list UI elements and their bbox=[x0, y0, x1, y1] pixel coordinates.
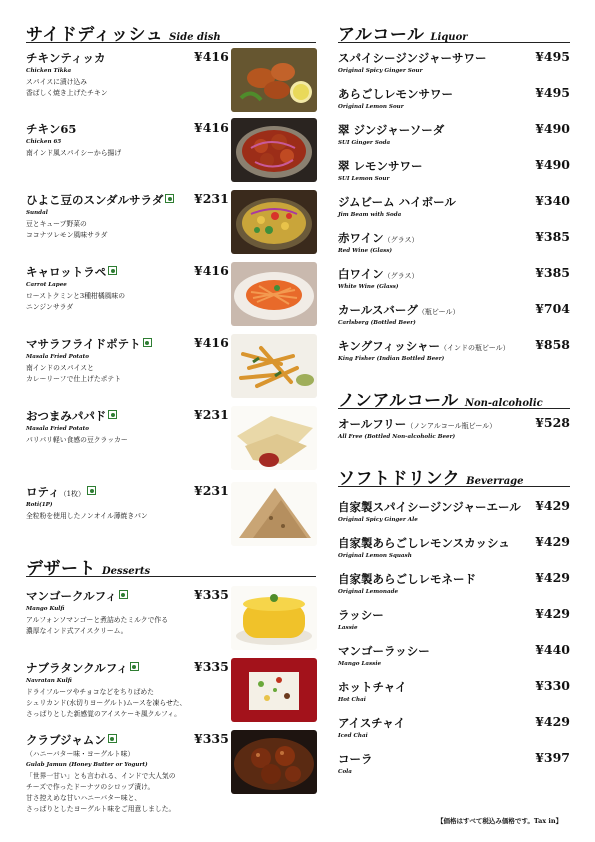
item-name: 赤ワイン bbox=[338, 231, 384, 245]
photo-chicken-65 bbox=[231, 118, 317, 182]
item-english-name: Carlsberg (Bottled Beer) bbox=[338, 320, 416, 326]
item-english-name: Chicken Tikka bbox=[26, 68, 72, 74]
item-price: ¥416 bbox=[194, 49, 229, 64]
item-description: カレーリーフで仕上げたポテト bbox=[26, 375, 122, 383]
photo-masala-fried-potato bbox=[231, 334, 317, 398]
item-price: ¥397 bbox=[535, 750, 570, 765]
section-subtitle: Beverrage bbox=[466, 476, 524, 487]
item-name: ひよこ豆のスンダルサラダ bbox=[26, 193, 164, 207]
item-english-name: Mango Lassie bbox=[338, 661, 382, 667]
item-english-name: Jim Beam with Soda bbox=[338, 212, 402, 218]
item-description: ドライフルーツやチョコなどをちりばめた bbox=[26, 688, 154, 696]
item-name: おつまみパパド bbox=[26, 409, 107, 423]
item-english-name: Original Lemon Sour bbox=[338, 104, 404, 110]
item-description: シュリカンド(水切りヨーグルト)ムースを凍らせた、 bbox=[26, 699, 187, 707]
drink-item[interactable] bbox=[338, 643, 570, 667]
item-english-name: Original Lemonade bbox=[338, 589, 399, 595]
item-name: スパイシージンジャーサワー bbox=[338, 51, 487, 65]
item-price: ¥495 bbox=[535, 85, 570, 100]
item-name: 翠 レモンサワー bbox=[338, 159, 423, 173]
item-description: 甘さ控えめな甘いハニーバター味と、 bbox=[26, 794, 142, 802]
item-english-name: All Free (Bottled Non-alcoholic Beer) bbox=[338, 434, 456, 440]
photo-navratan-kulfi bbox=[231, 658, 317, 722]
item-english-name: Gulab Jamun (Honey Butter or Yogurt) bbox=[26, 762, 148, 768]
item-english-name: White Wine (Glass) bbox=[338, 284, 399, 290]
drink-item[interactable] bbox=[338, 715, 570, 739]
item-description: アルフォンソマンゴーと煮詰めたミルクで作る bbox=[26, 616, 168, 624]
item-description: 香ばしく焼き上げたチキン bbox=[26, 89, 108, 97]
item-description: 南インドのスパイスと bbox=[26, 364, 94, 372]
item-price: ¥429 bbox=[535, 570, 570, 585]
item-description: さっぱりとしたヨーグルト味をご用意しました。 bbox=[26, 805, 176, 813]
item-name: チキン65 bbox=[26, 122, 77, 136]
item-name: ラッシー bbox=[338, 608, 384, 622]
vegetarian-mark-icon bbox=[165, 194, 174, 203]
item-description: 豆とキューブ野菜の bbox=[26, 220, 87, 228]
item-name: ジムビーム ハイボール bbox=[338, 195, 456, 209]
drink-item[interactable] bbox=[338, 86, 570, 110]
vegetarian-mark-icon bbox=[143, 338, 152, 347]
item-price: ¥704 bbox=[535, 301, 570, 316]
item-description: チーズで作ったドーナツのシロップ漬け。 bbox=[26, 783, 155, 791]
item-english-name: King Fisher (Indian Bottled Beer) bbox=[338, 356, 445, 362]
item-name: ナブラタンクルフィ bbox=[26, 661, 128, 675]
item-name: クラブジャムン bbox=[26, 733, 106, 747]
photo-gulab-jamun bbox=[231, 730, 317, 794]
item-name: コーラ bbox=[338, 752, 373, 766]
item-english-name: Roti(1P) bbox=[26, 502, 53, 508]
section-header-soft-drinks bbox=[338, 464, 570, 487]
item-description: 南インド風スパイシーから揚げ bbox=[26, 149, 122, 157]
item-name: キャロットラペ bbox=[26, 265, 107, 279]
item-name: ホットチャイ bbox=[338, 680, 407, 694]
vegetarian-mark-icon bbox=[108, 734, 117, 743]
item-name-note: （1枚） bbox=[59, 490, 86, 498]
item-name: アイスチャイ bbox=[338, 716, 406, 730]
item-name: マンゴークルフィ bbox=[26, 589, 117, 603]
item-name: マンゴーラッシー bbox=[338, 644, 430, 658]
item-name: オールフリー bbox=[338, 417, 407, 431]
item-description: さっぱりとした新感覚のアイスケーキ風クルフィ。 bbox=[26, 710, 181, 718]
item-english-name: Original Lemon Squash bbox=[338, 553, 412, 559]
item-description: ローストクミンと3種柑橘風味の bbox=[26, 292, 126, 300]
item-english-name: Red Wine (Glass) bbox=[338, 248, 393, 254]
item-description: 「世界一甘い」とも言われる、インドで大人気の bbox=[26, 772, 176, 780]
item-name: あらごしレモンサワー bbox=[338, 87, 453, 101]
item-name-note: （ノンアルコール瓶ビール） bbox=[406, 422, 497, 430]
item-english-name: Masala Fried Potato bbox=[26, 426, 89, 432]
item-name: 白ワイン bbox=[338, 267, 384, 281]
photo-papad bbox=[231, 406, 317, 470]
photo-mango-kulfi bbox=[231, 586, 317, 650]
item-english-name: Masala Fried Potato bbox=[26, 354, 89, 360]
drink-item[interactable] bbox=[338, 607, 570, 631]
drink-item[interactable] bbox=[338, 230, 570, 254]
photo-chicken-tikka bbox=[231, 48, 317, 112]
item-english-name: Carrot Lapee bbox=[26, 282, 67, 288]
section-subtitle: Non-alcoholic bbox=[464, 398, 543, 409]
section-title: ソフトドリンク bbox=[338, 469, 461, 489]
item-price: ¥490 bbox=[535, 157, 570, 172]
item-english-name: SUI Ginger Soda bbox=[338, 140, 391, 146]
photo-carrot-lapee bbox=[231, 262, 317, 326]
item-name-note: （グラス） bbox=[383, 236, 419, 244]
section-title: デザート bbox=[26, 559, 96, 579]
section-subtitle: Desserts bbox=[102, 566, 151, 577]
section-header-desserts bbox=[26, 554, 316, 577]
item-name: 自家製あらごしレモネード bbox=[338, 572, 476, 586]
item-description: 全粒粉を使用したノンオイル薄焼きパン bbox=[26, 512, 148, 520]
item-price: ¥429 bbox=[535, 606, 570, 621]
item-price: ¥858 bbox=[535, 337, 570, 352]
item-price: ¥330 bbox=[535, 678, 570, 693]
item-name-note: （グラス） bbox=[383, 272, 419, 280]
drink-item[interactable] bbox=[338, 416, 570, 440]
item-name: 自家製スパイシージンジャーエール bbox=[338, 500, 521, 514]
item-name-note: （瓶ビール） bbox=[417, 308, 460, 316]
item-description: スパイスに漬け込み bbox=[26, 78, 88, 86]
item-price: ¥335 bbox=[194, 731, 229, 746]
section-header-non-alcoholic bbox=[338, 386, 570, 409]
item-price: ¥231 bbox=[194, 483, 229, 498]
vegetarian-mark-icon bbox=[108, 266, 117, 275]
drink-item[interactable] bbox=[338, 679, 570, 703]
drink-item[interactable] bbox=[338, 302, 570, 326]
item-name: カールスバーグ bbox=[338, 303, 418, 317]
vegetarian-mark-icon bbox=[108, 410, 117, 419]
item-english-name: Lassie bbox=[338, 625, 358, 631]
item-price: ¥429 bbox=[535, 498, 570, 513]
item-price: ¥416 bbox=[194, 263, 229, 278]
item-price: ¥495 bbox=[535, 49, 570, 64]
item-description: ココナツレモン風味サラダ bbox=[26, 231, 108, 239]
vegetarian-mark-icon bbox=[130, 662, 139, 671]
item-english-name: Chicken 65 bbox=[26, 139, 62, 145]
drink-item[interactable] bbox=[338, 571, 570, 595]
item-english-name: Navratan Kulfi bbox=[26, 678, 72, 684]
item-name-note: （インドの瓶ビール） bbox=[440, 344, 510, 352]
drink-item[interactable] bbox=[338, 266, 570, 290]
item-price: ¥440 bbox=[535, 642, 570, 657]
item-english-name: Mango Kulfi bbox=[26, 606, 65, 612]
drink-item[interactable] bbox=[338, 751, 570, 775]
item-name: チキンティッカ bbox=[26, 51, 106, 65]
item-english-name: Sundal bbox=[26, 210, 48, 216]
item-english-name: Cola bbox=[338, 769, 352, 775]
item-english-name: Original Spicy Ginger Ale bbox=[338, 517, 418, 523]
item-name: マサラフライドポテト bbox=[26, 337, 141, 351]
item-price: ¥429 bbox=[535, 714, 570, 729]
photo-sundal bbox=[231, 190, 317, 254]
section-title: ノンアルコール bbox=[338, 391, 459, 411]
drink-item[interactable] bbox=[338, 338, 570, 362]
section-subtitle: Side dish bbox=[169, 32, 221, 43]
item-price: ¥385 bbox=[535, 265, 570, 280]
section-subtitle: Liquor bbox=[430, 32, 468, 43]
item-price: ¥231 bbox=[194, 191, 229, 206]
drink-item[interactable] bbox=[338, 50, 570, 74]
item-english-name: Hot Chai bbox=[338, 697, 366, 703]
item-price: ¥340 bbox=[535, 193, 570, 208]
drink-item[interactable] bbox=[338, 194, 570, 218]
item-name: 自家製あらごしレモンスカッシュ bbox=[338, 536, 510, 550]
item-english-name: Original Spicy Ginger Sour bbox=[338, 68, 423, 74]
item-english-name: Iced Chai bbox=[338, 733, 368, 739]
item-price: ¥385 bbox=[535, 229, 570, 244]
item-price: ¥335 bbox=[194, 587, 229, 602]
item-price: ¥429 bbox=[535, 534, 570, 549]
item-price: ¥335 bbox=[194, 659, 229, 674]
item-price: ¥528 bbox=[535, 415, 570, 430]
item-price: ¥231 bbox=[194, 407, 229, 422]
item-description: ニンジンサラダ bbox=[26, 303, 74, 311]
item-price: ¥416 bbox=[194, 120, 229, 135]
drink-item[interactable] bbox=[338, 158, 570, 182]
item-subtitle: （ハニーバター味・ヨーグルト味） bbox=[26, 750, 135, 758]
item-name: 翠 ジンジャーソーダ bbox=[338, 123, 445, 137]
item-price: ¥416 bbox=[194, 335, 229, 350]
section-header-side-dish bbox=[26, 20, 316, 43]
item-english-name: SUI Lemon Sour bbox=[338, 176, 390, 182]
tax-note: 【価格はすべて税込み価格です。Tax in】 bbox=[437, 817, 563, 825]
photo-roti bbox=[231, 482, 317, 546]
vegetarian-mark-icon bbox=[87, 486, 96, 495]
section-title: アルコール bbox=[338, 25, 425, 45]
item-description: パリパリ軽い食感の豆クラッカー bbox=[26, 436, 128, 444]
item-description: 濃厚なインド式アイスクリーム。 bbox=[26, 627, 128, 635]
item-name: キングフィッシャー bbox=[338, 339, 441, 353]
drink-item[interactable] bbox=[338, 499, 570, 523]
section-title: サイドディッシュ bbox=[26, 25, 164, 45]
item-price: ¥490 bbox=[535, 121, 570, 136]
item-name: ロティ bbox=[26, 485, 60, 499]
vegetarian-mark-icon bbox=[119, 590, 128, 599]
section-header-liquor bbox=[338, 20, 570, 43]
drink-item[interactable] bbox=[338, 122, 570, 146]
drink-item[interactable] bbox=[338, 535, 570, 559]
